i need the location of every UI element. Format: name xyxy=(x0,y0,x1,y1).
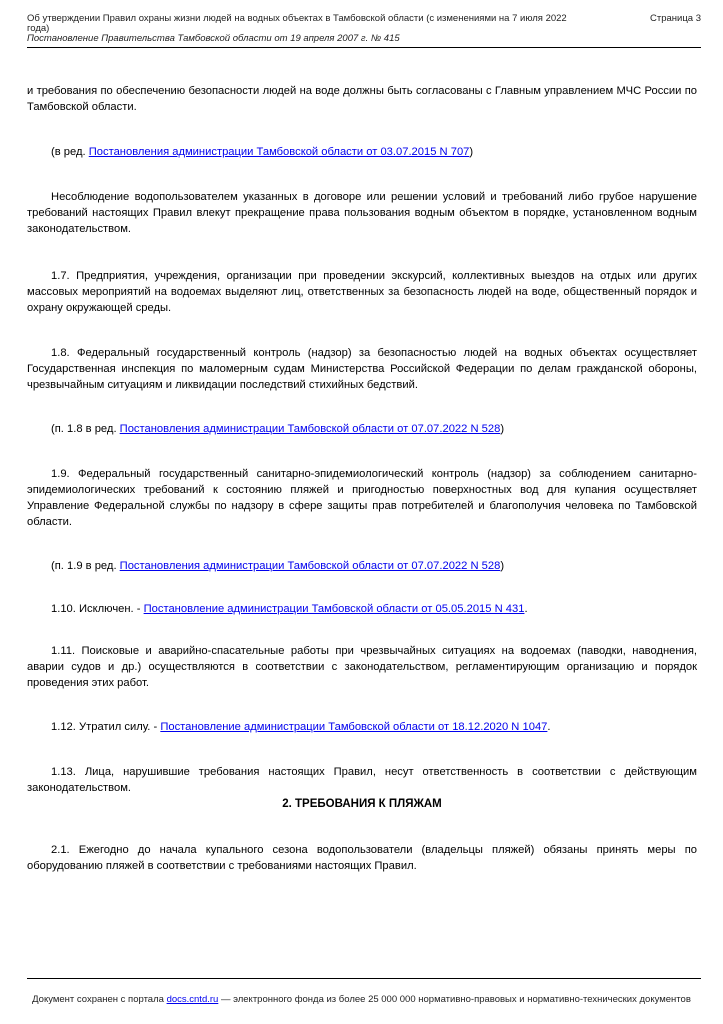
amendment-note-1 xyxy=(27,144,697,160)
paragraph-prefix: 1.12. Утратил силу. - xyxy=(51,721,161,733)
paragraph-1-11: 1.11. Поисковые и аварийно-спасательные работы при чрезвычайных ситуациях на водоемах (паводки, наводнения, аварии судов и др.) осуществляются в соответствии с законодательством, регламентирующим организацию и порядок проведения этих работ. xyxy=(27,645,697,689)
amendment-link-2[interactable]: Постановления администрации Тамбовской области от 07.07.2022 N 528 xyxy=(119,423,501,435)
document-subtitle: Постановление Правительства Тамбовской области от 19 апреля 2007 г. № 415 xyxy=(27,33,400,44)
page-number: Страница 3 xyxy=(650,13,701,24)
paragraph-1-12 xyxy=(27,719,697,735)
footer-suffix: — электронного фонда из более 25 000 000 нормативно-правовых и нормативно-технических документов xyxy=(218,994,691,1005)
amendment-prefix: (в ред. xyxy=(51,146,89,158)
amendment-prefix: (п. 1.9 в ред. xyxy=(51,560,120,572)
amendment-suffix: ) xyxy=(500,560,505,572)
repeal-link-1-12[interactable]: Постановление администрации Тамбовской области от 18.12.2020 N 1047 xyxy=(160,721,548,733)
footer-prefix: Документ сохранен с портала xyxy=(32,994,167,1005)
paragraph-noncompliance: Несоблюдение водопользователем указанных в договоре или решении условий и требований либо грубое нарушение требований настоящих Правил влекут прекращение права пользования водным объектом в порядке, установленном водным законодательством. xyxy=(27,191,697,235)
paragraph-1-10 xyxy=(27,601,697,617)
header-divider xyxy=(27,47,701,48)
section-heading: 2. ТРЕБОВАНИЯ К ПЛЯЖАМ xyxy=(282,798,442,810)
repeal-link-1-10[interactable]: Постановление администрации Тамбовской области от 05.05.2015 N 431 xyxy=(143,603,525,615)
page-footer xyxy=(0,994,723,1005)
paragraph-1-13: 1.13. Лица, нарушившие требования настоящих Правил, несут ответственность в соответствии с действующим законодательством. xyxy=(27,766,697,794)
amendment-note-2 xyxy=(27,421,697,437)
paragraph-2-1: 2.1. Ежегодно до начала купального сезона водопользователи (владельцы пляжей) обязаны принять меры по оборудованию пляжей в соответствии с требованиями настоящих Правил. xyxy=(27,844,697,872)
paragraph-suffix: . xyxy=(524,603,528,615)
amendment-link-3[interactable]: Постановления администрации Тамбовской области от 07.07.2022 N 528 xyxy=(119,560,501,572)
amendment-suffix: ) xyxy=(469,146,474,158)
paragraph-prefix: 1.10. Исключен. - xyxy=(51,603,144,615)
paragraph-approval: и требования по обеспечению безопасности людей на воде должны быть согласованы с Главным управлением МЧС России по Тамбовской области. xyxy=(27,85,697,113)
document-title: Об утверждении Правил охраны жизни людей на водных объектах в Тамбовской области (с изменениями на 7 июля 2022 года) xyxy=(27,13,567,34)
amendment-prefix: (п. 1.8 в ред. xyxy=(51,423,120,435)
amendment-note-3 xyxy=(27,558,697,574)
paragraph-1-7: 1.7. Предприятия, учреждения, организации при проведении экскурсий, коллективных выездов на отдых или других массовых мероприятий на водоемах выделяют лиц, ответственных за безопасность людей на воде, общественный порядок и охрану окружающей среды. xyxy=(27,270,697,314)
portal-link[interactable]: docs.cntd.ru xyxy=(166,994,219,1005)
paragraph-suffix: . xyxy=(547,721,551,733)
amendment-link-1[interactable]: Постановления администрации Тамбовской области от 03.07.2015 N 707 xyxy=(88,146,470,158)
page-header xyxy=(27,14,701,44)
footer-divider xyxy=(27,978,701,979)
paragraph-1-9: 1.9. Федеральный государственный санитарно-эпидемиологический контроль (надзор) за соблюдением санитарно-эпидемиологических требований к состоянию пляжей и пригодностью поверхностных вод для купания осуществляет Управление Федеральной службы по надзору в сфере защиты прав потребителей и благополучия человека по Тамбовской области. xyxy=(27,468,697,528)
amendment-suffix: ) xyxy=(500,423,505,435)
paragraph-1-8: 1.8. Федеральный государственный контроль (надзор) за безопасностью людей на водных объектах осуществляет Государственная инспекция по маломерным судам Министерства Российской Федерации по делам гражданской обороны, чрезвычайным ситуациям и ликвидации последствий стихийных бедствий. xyxy=(27,347,697,391)
document-body xyxy=(27,83,697,874)
